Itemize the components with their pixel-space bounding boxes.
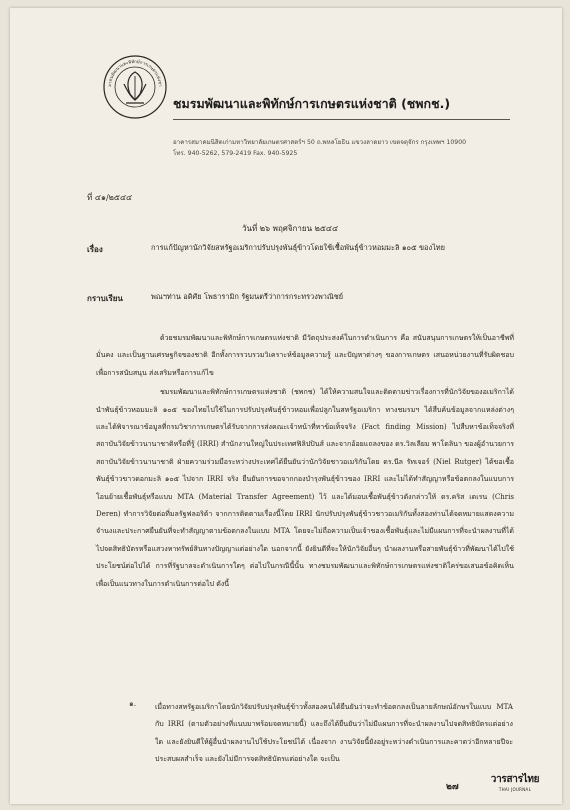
list-item-number: ๑. xyxy=(129,699,137,708)
letter-page xyxy=(10,8,562,804)
addressee-text: พณฯท่าน อดิศัย โพธารามิก รัฐมนตรีว่าการกระทรวงพาณิชย์ xyxy=(151,292,344,301)
organization-name: ชมรมพัฒนาและพิทักษ์การเกษตรแห่งชาติ (ชพกช.) xyxy=(173,96,451,111)
letter-date: วันที่ ๒๖ พฤศจิกายน ๒๕๔๔ xyxy=(242,224,339,233)
svg-text:สมาคมพัฒนาและพิทักษ์การเกษตรแห xyxy=(102,54,163,87)
page-number: ๒๗ xyxy=(446,782,459,792)
body-paragraph: ชมรมพัฒนาและพิทักษ์การเกษตรแห่งชาติ (ชพกช) ได้ให้ความสนใจและติดตามข่าวเรื่องการที่นักวิจัยของอเมริกาได้นำพันธุ์ข้าวหอมมะลิ ๑๐๕ ของไทยไปใช้ในการปรับปรุงพันธุ์ข้าวหอมเพื่อปลูกในสหรัฐอเมริกา ทางชมรมฯ ได้สืบค้นข้อมูลจากแหล่งต่างๆ และได้พิจารณาข้อมูลที่กรมวิชาการเกษตรได้รับจากการส่งคณะเจ้าหน้าที่หาข้อเท็จจริง (Fact finding Mission) ไปสืบหาข้อเท็จจริงที่สถาบันวิจัยข้าวนานาชาติหรือที่รู้ (IRRI) สำนักงานใหญ่ในประเทศฟิลิปปินส์ และจากอ้อยแถลงของ ดร.วิลเลียม พาโดลินา ของผู้อำนวยการสถาบันวิจัยข้าวนานาชาติ ฝ่ายความร่วมมือระหว่างประเทศได้ยืนยันว่านักวิจัยชาวอเมริกันโดย ดร.นีล รัทเจอร์ (Niel Rutger) ได้ขอเชื้อพันธุ์ข้าวขาวดอกมะลิ ๑๐๕ ไปจาก IRRI จริง ยืนยันการขอจากกองบำรุงพันธุ์ข้าวของ IRRI และไม่ได้ทำสัญญาหรือข้อตกลงในแบบการโอนย้ายเชื้อพันธุ์หรือแบบ MTA (Material Transfer Agreement) ไว้ และได้มอบเชื้อพันธุ์ข้าวดังกล่าวให้ ดร.คริส เดเรน (Chris Deren) ทำการวิจัยต่อที่มลรัฐฟลอริด้า จากการติดตามเรื่องนี้โดย IRRI นักปรับปรุงพันธุ์ข้าวชาวอเมริกันทั้งสองท่านได้จดหมายแสดงความจำนงและประกาศยืนยันที่จะทำสัญญาตามข้อตกลงในแบบ MTA โดยจะไม่ถือความเป็นเจ้าของเชื้อพันธุ์และไม่มีแผนการที่จะนำผลงานที่ได้ไปจดสิทธิบัตรหรือแสวงหาทรัพย์สินทางปัญญาแต่อย่างใด นอกจากนี้ ยังยินดีที่จะให้นักวิจัยอื่นๆ นำผลงานหรือสายพันธุ์ข้าวที่พัฒนาได้ไปใช้ประโยชน์ต่อไปได้ การที่รัฐบาลจะดำเนินการใดๆ ต่อไปในกรณีนี้นั้น ทางชมรมพัฒนาและพิทักษ์การเกษตรแห่งชาติใคร่ขอเสนอข้อคิดเห็นเพื่อเป็นแนวทางในการดำเนินการต่อไป ดังนี้ xyxy=(96,387,514,588)
subject-label: เรื่อง xyxy=(87,245,103,254)
addressee-label: กราบเรียน xyxy=(87,294,123,303)
letterhead-divider xyxy=(173,119,510,120)
letter-body xyxy=(96,329,514,594)
publisher-name: วารสารไทย xyxy=(490,774,540,785)
seal-ring-text: มาคมพัฒนาและพิทักษ์การเกษตรแห่งชา xyxy=(107,59,163,88)
organization-phone: โทร. 940-5262, 579-2419 Fax. 940-5925 xyxy=(173,150,298,157)
body-paragraph: ด้วยชมรมพัฒนาและพิทักษ์การเกษตรแห่งชาติ มีวัตถุประสงค์ในการดำเนินการ คือ สนับสนุนการเกษตรให้เป็นอาชีพที่มั่นคง และเป็นฐานเศรษฐกิจของชาติ อีกทั้งการรวบรวมวิเคราะห์ข้อมูลความรู้ และปัญหาต่างๆ ของการเกษตร เสนอหน่วยงานที่รับผิดชอบเพื่อการสนับสนุน ส่งเสริมหรือการแก้ไข xyxy=(96,333,514,377)
organization-seal-icon xyxy=(102,54,168,120)
organization-address: อาคารสมาคมนิสิตเก่ามหาวิทยาลัยเกษตรศาสตร์ฯ 50 ถ.พหลโยธิน แขวงลาดยาว เขตจตุจักร กรุงเทพฯ 10900 xyxy=(173,139,467,146)
reference-number: ที่ ๔๑/๒๕๔๔ xyxy=(87,193,133,202)
subject-text: การแก้ปัญหานักวิจัยสหรัฐอเมริกาปรับปรุงพันธุ์ข้าวโดยใช้เชื้อพันธุ์ข้าวหอมมะลิ ๑๐๕ ของไทย xyxy=(151,243,446,252)
list-item-text: เมื่อทางสหรัฐอเมริกาโดยนักวิจัยปรับปรุงพันธุ์ข้าวทั้งสองคนได้ยืนยันว่าจะทำข้อตกลงเป็นลายลักษณ์อักษรในแบบ MTA กับ IRRI (ตามตัวอย่างที่แนบมาพร้อมจดหมายนี้) และถึงได้ยืนยันว่าไม่มีแผนการที่จะนำผลงานไปจดสิทธิบัตรแต่อย่างใด และยังยินดีให้ผู้อื่นนำผลงานไปใช้ประโยชน์ได้ เนื่องจาก งานวิจัยนี้ยังอยู่ระหว่างดำเนินการและคาดว่าอีกหลายปีจะประสบผลสำเร็จ และยังไม่มีการจดสิทธิบัตรแต่อย่างใด จะเป็น xyxy=(155,702,513,764)
publisher-logo xyxy=(490,772,540,792)
publisher-subtitle: THAI JOURNAL xyxy=(498,787,532,792)
